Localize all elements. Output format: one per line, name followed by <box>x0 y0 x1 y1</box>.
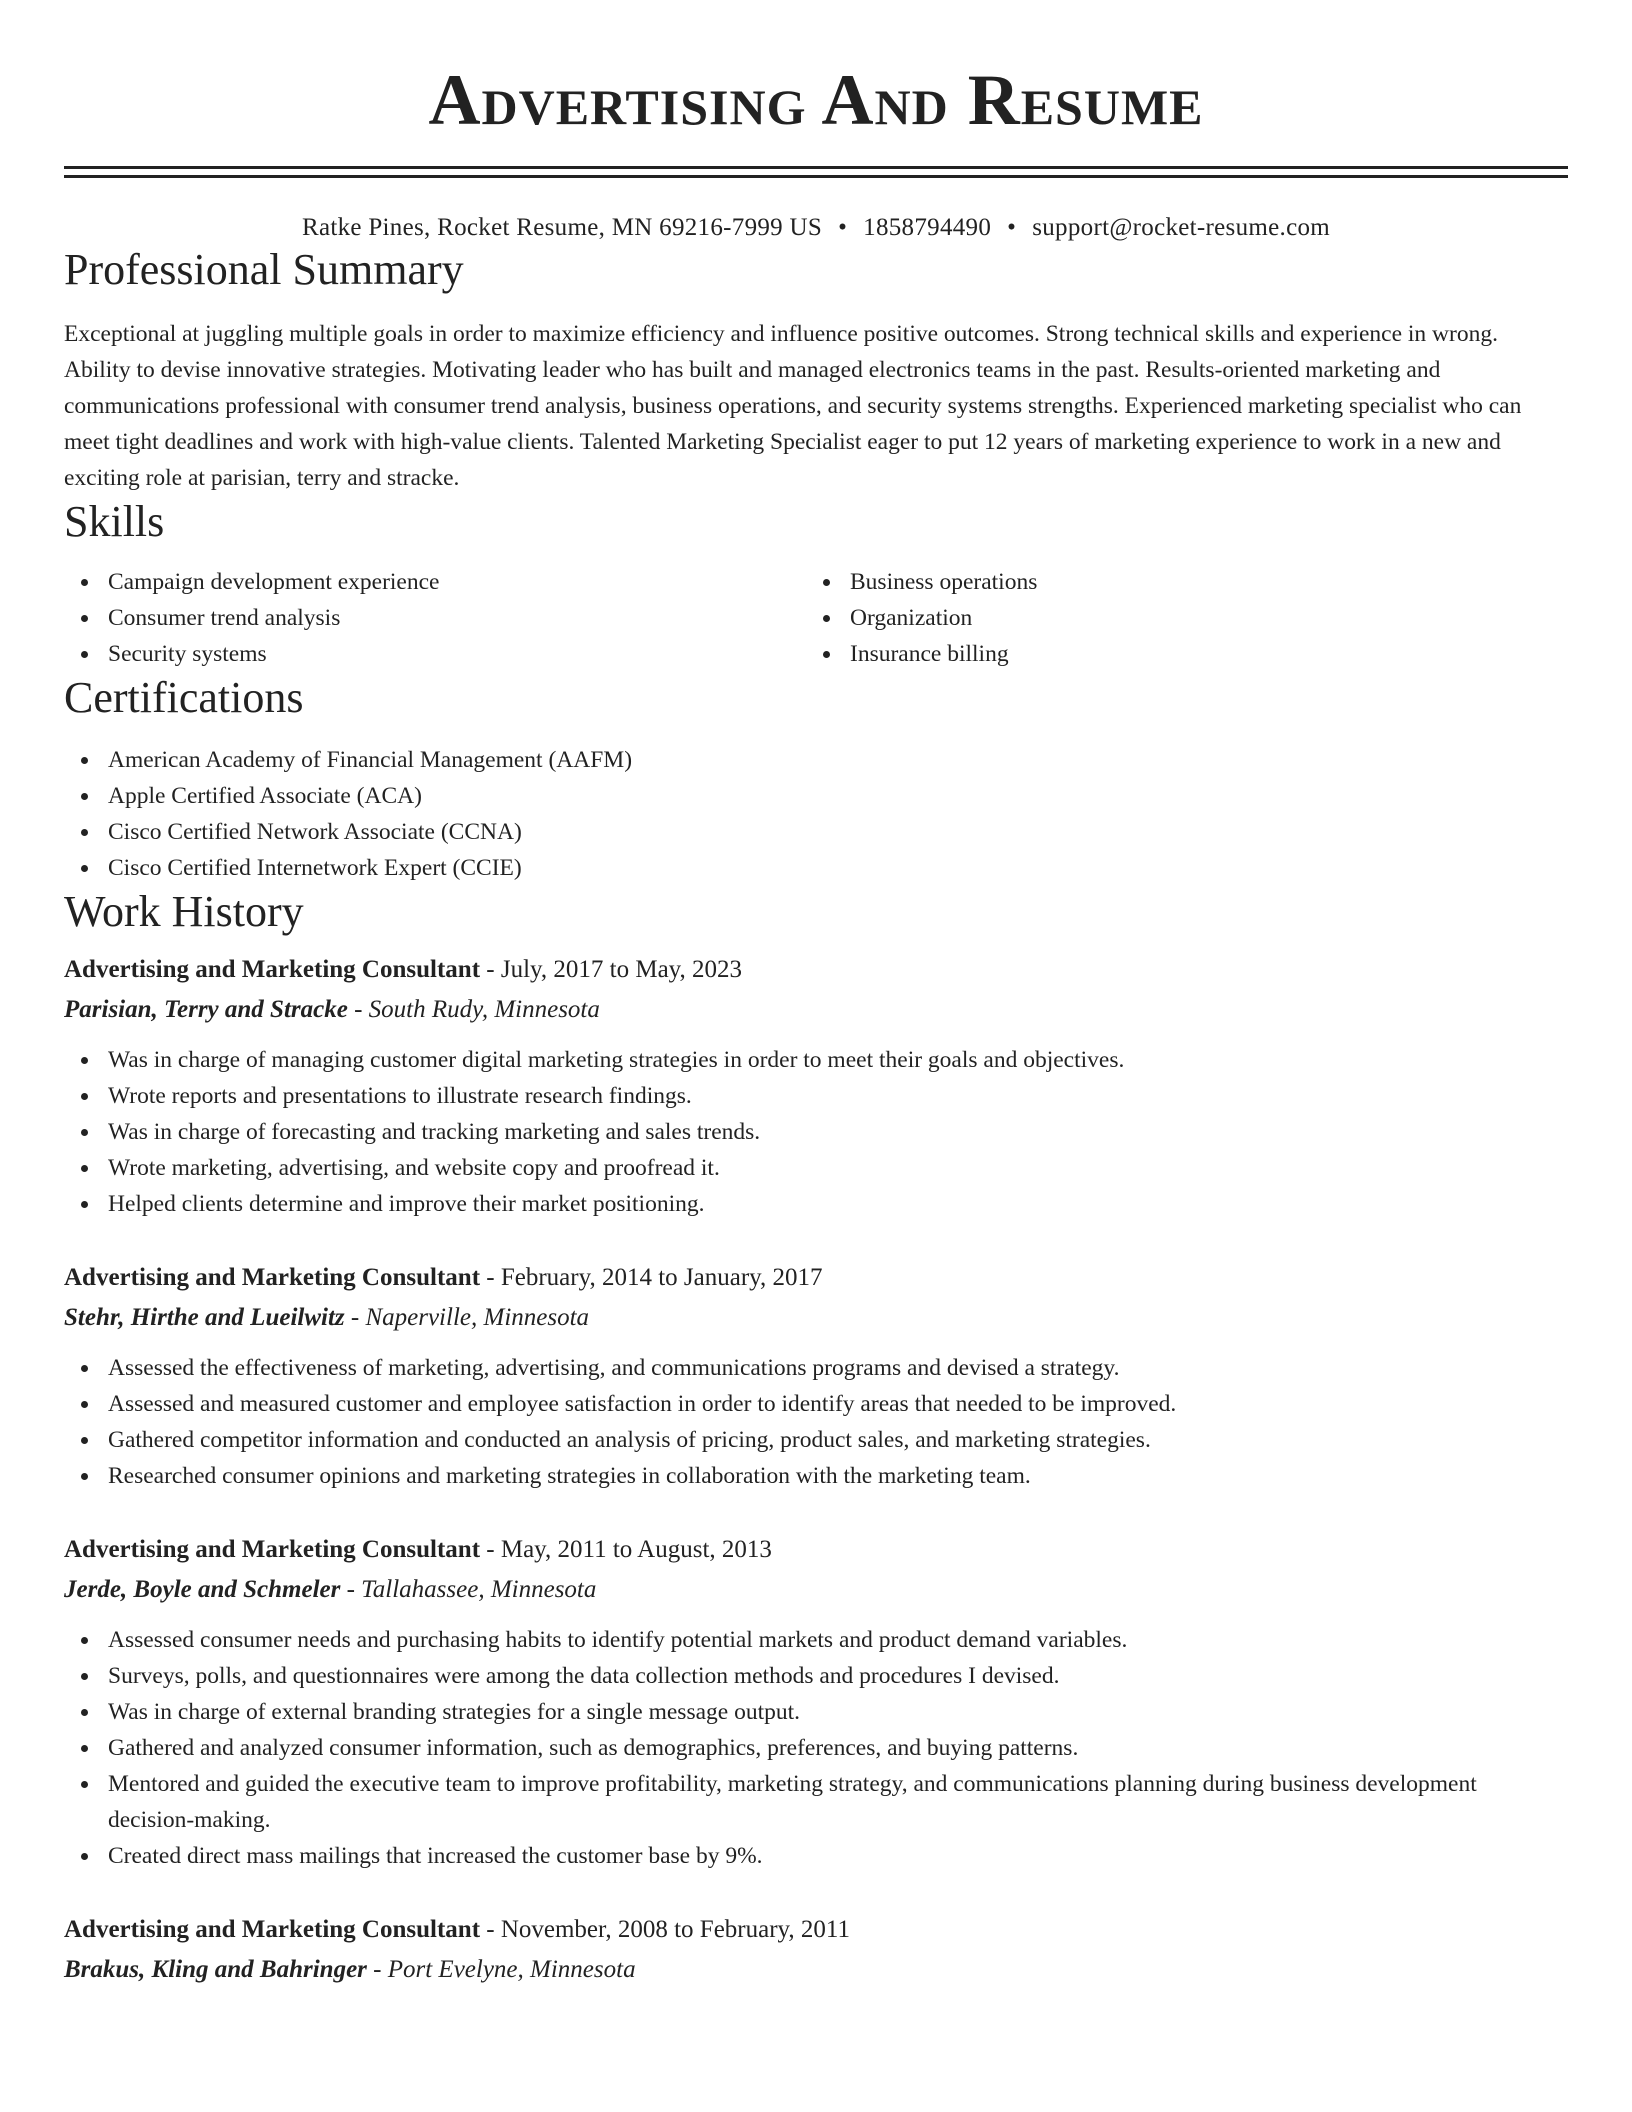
job-dates: - July, 2017 to May, 2023 <box>480 956 743 983</box>
certifications-heading: Certifications <box>64 673 304 722</box>
job-title: Advertising and Marketing Consultant <box>64 1916 481 1943</box>
job-bullet: Wrote marketing, advertising, and website copy and proofread it. <box>64 1150 1568 1186</box>
job-company: Jerde, Boyle and Schmeler <box>64 1576 341 1603</box>
job-dates: - May, 2011 to August, 2013 <box>480 1536 772 1563</box>
job-bullet: Mentored and guided the executive team to improve profitability, marketing strategy, and communications planning during business development decision-making. <box>64 1766 1568 1838</box>
certification-item: Apple Certified Associate (ACA) <box>64 778 1568 814</box>
job-company-line <box>64 1572 1568 1608</box>
skill-item: Consumer trend analysis <box>64 600 806 636</box>
header-divider-top <box>64 166 1568 169</box>
job-title-line <box>64 1532 1568 1568</box>
contact-email: support@rocket-resume.com <box>1032 214 1331 241</box>
skill-item: Campaign development experience <box>64 564 806 600</box>
header-divider-bottom <box>64 175 1568 178</box>
job-company-line <box>64 992 1568 1028</box>
summary-heading: Professional Summary <box>64 245 464 294</box>
resume-title: Advertising And Resume <box>428 60 1204 140</box>
certifications-list <box>64 742 1568 886</box>
job-company-line <box>64 1300 1568 1336</box>
job-dates: - November, 2008 to February, 2011 <box>480 1916 850 1943</box>
skill-item: Business operations <box>806 564 1548 600</box>
job-title-line <box>64 1260 1568 1296</box>
job-bullet: Was in charge of managing customer digital marketing strategies in order to meet their goals and objectives. <box>64 1042 1568 1078</box>
job-dates: - February, 2014 to January, 2017 <box>480 1264 823 1291</box>
job-location: - Tallahassee, Minnesota <box>340 1576 597 1603</box>
job-title: Advertising and Marketing Consultant <box>64 1264 481 1291</box>
job-bullet: Surveys, polls, and questionnaires were among the data collection methods and procedures I devised. <box>64 1658 1568 1694</box>
job-bullets <box>64 1042 1568 1222</box>
contact-address: Ratke Pines, Rocket Resume, MN 69216-7999 US <box>301 214 823 241</box>
job-location: - South Rudy, Minnesota <box>347 996 600 1023</box>
job-bullet: Was in charge of forecasting and tracking marketing and sales trends. <box>64 1114 1568 1150</box>
job-location: - Naperville, Minnesota <box>344 1304 590 1331</box>
skills-heading: Skills <box>64 497 165 546</box>
job-company: Brakus, Kling and Bahringer <box>64 1956 367 1983</box>
job-entry <box>64 1912 1568 1988</box>
work-history-heading: Work History <box>64 887 304 936</box>
skills-grid <box>64 564 1568 672</box>
skill-item: Insurance billing <box>806 636 1548 672</box>
job-entry <box>64 1260 1568 1494</box>
skill-item: Security systems <box>64 636 806 672</box>
job-bullets <box>64 1350 1568 1494</box>
job-entry <box>64 952 1568 1222</box>
job-bullet: Assessed consumer needs and purchasing habits to identify potential markets and product demand variables. <box>64 1622 1568 1658</box>
contact-separator: • <box>1007 214 1017 241</box>
job-title: Advertising and Marketing Consultant <box>64 956 481 983</box>
skills-list-left <box>64 564 806 672</box>
job-bullet: Assessed and measured customer and employee satisfaction in order to identify areas that needed to be improved. <box>64 1386 1568 1422</box>
certification-item: American Academy of Financial Management (AAFM) <box>64 742 1568 778</box>
job-location: - Port Evelyne, Minnesota <box>366 1956 636 1983</box>
summary-text: Exceptional at juggling multiple goals in order to maximize efficiency and influence positive outcomes. Strong technical skills and experience in wrong. Ability to devise innovative strategies. Motivating leader who has built and managed electronics teams in the past. Results-oriented marketing and communications professional with consumer trend analysis, business operations, and security systems strengths. Experienced marketing specialist who can meet tight deadlines and work with high-value clients. Talented Marketing Specialist eager to put 12 years of marketing experience to work in a new and exciting role at parisian, terry and stracke. <box>64 321 1522 491</box>
job-company-line <box>64 1952 1568 1988</box>
contact-line <box>64 212 1568 244</box>
job-bullet: Wrote reports and presentations to illustrate research findings. <box>64 1078 1568 1114</box>
skills-list-right <box>806 564 1548 672</box>
job-company: Stehr, Hirthe and Lueilwitz <box>64 1304 345 1331</box>
contact-separator: • <box>838 214 848 241</box>
certification-item: Cisco Certified Internetwork Expert (CCIE) <box>64 850 1568 886</box>
job-title: Advertising and Marketing Consultant <box>64 1536 481 1563</box>
job-bullet: Researched consumer opinions and marketing strategies in collaboration with the marketing team. <box>64 1458 1568 1494</box>
job-bullet: Was in charge of external branding strategies for a single message output. <box>64 1694 1568 1730</box>
job-bullet: Assessed the effectiveness of marketing, advertising, and communications programs and devised a strategy. <box>64 1350 1568 1386</box>
contact-phone: 1858794490 <box>863 214 992 241</box>
job-bullets <box>64 1622 1568 1874</box>
job-bullet: Gathered competitor information and conducted an analysis of pricing, product sales, and marketing strategies. <box>64 1422 1568 1458</box>
job-company: Parisian, Terry and Stracke <box>64 996 348 1023</box>
certification-item: Cisco Certified Network Associate (CCNA) <box>64 814 1568 850</box>
job-title-line <box>64 1912 1568 1948</box>
job-bullet: Gathered and analyzed consumer information, such as demographics, preferences, and buying patterns. <box>64 1730 1568 1766</box>
job-title-line <box>64 952 1568 988</box>
job-entry <box>64 1532 1568 1874</box>
skill-item: Organization <box>806 600 1548 636</box>
job-bullet: Created direct mass mailings that increased the customer base by 9%. <box>64 1838 1568 1874</box>
job-bullet: Helped clients determine and improve their market positioning. <box>64 1186 1568 1222</box>
